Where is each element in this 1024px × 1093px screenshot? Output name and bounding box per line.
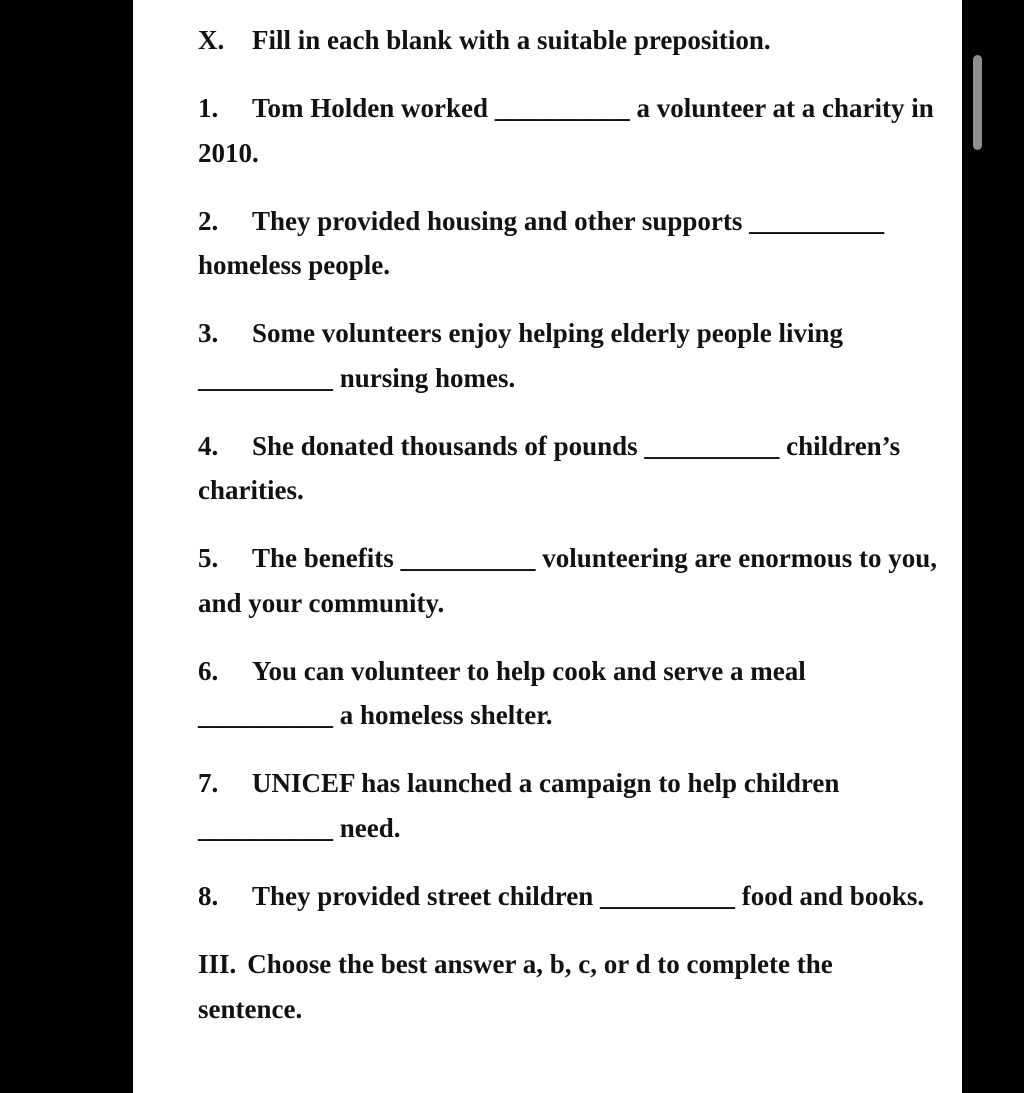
item-text: Tom Holden worked __________ a volunteer at a charity in 2010. <box>198 93 934 168</box>
item-text: UNICEF has launched a campaign to help children __________ need. <box>198 768 840 843</box>
exercise-items <box>198 86 938 918</box>
exercise-item-6 <box>198 649 938 738</box>
exercise-item-8 <box>198 874 938 918</box>
item-number: 7. <box>198 768 219 799</box>
section-x-number: X. <box>198 25 225 55</box>
item-text: They provided street children __________ food and books. <box>252 880 925 911</box>
section-heading-iii <box>198 942 938 1031</box>
exercise-item-4 <box>198 424 938 513</box>
item-text: She donated thousands of pounds __________ children’s charities. <box>198 430 901 506</box>
section-heading-x <box>198 18 938 62</box>
exercise-item-5 <box>198 536 938 625</box>
scrollbar-thumb[interactable] <box>973 55 982 150</box>
worksheet-page <box>133 0 962 1093</box>
item-number: 4. <box>198 430 219 461</box>
item-number: 1. <box>198 93 219 124</box>
exercise-item-3 <box>198 311 938 400</box>
section-iii-title: Choose the best answer a, b, c, or d to complete the sentence. <box>198 949 833 1024</box>
left-black-bar <box>0 0 133 1093</box>
item-text: They provided housing and other supports __________ homeless people. <box>198 205 885 281</box>
exercise-item-2 <box>198 199 938 288</box>
item-number: 6. <box>198 655 219 686</box>
item-number: 3. <box>198 318 219 349</box>
item-text: The benefits __________ volunteering are enormous to you, and your community. <box>198 543 937 618</box>
item-number: 5. <box>198 543 219 574</box>
exercise-item-1 <box>198 86 938 175</box>
item-text: You can volunteer to help cook and serve a meal __________ a homeless shelter. <box>198 655 806 731</box>
section-x-title: Fill in each blank with a suitable preposition. <box>252 25 771 55</box>
section-iii-number: III. <box>198 949 237 980</box>
item-number: 8. <box>198 880 219 911</box>
item-text: Some volunteers enjoy helping elderly people living __________ nursing homes. <box>198 318 843 393</box>
item-number: 2. <box>198 205 219 236</box>
exercise-item-7 <box>198 761 938 850</box>
right-black-bar <box>962 0 1024 1093</box>
